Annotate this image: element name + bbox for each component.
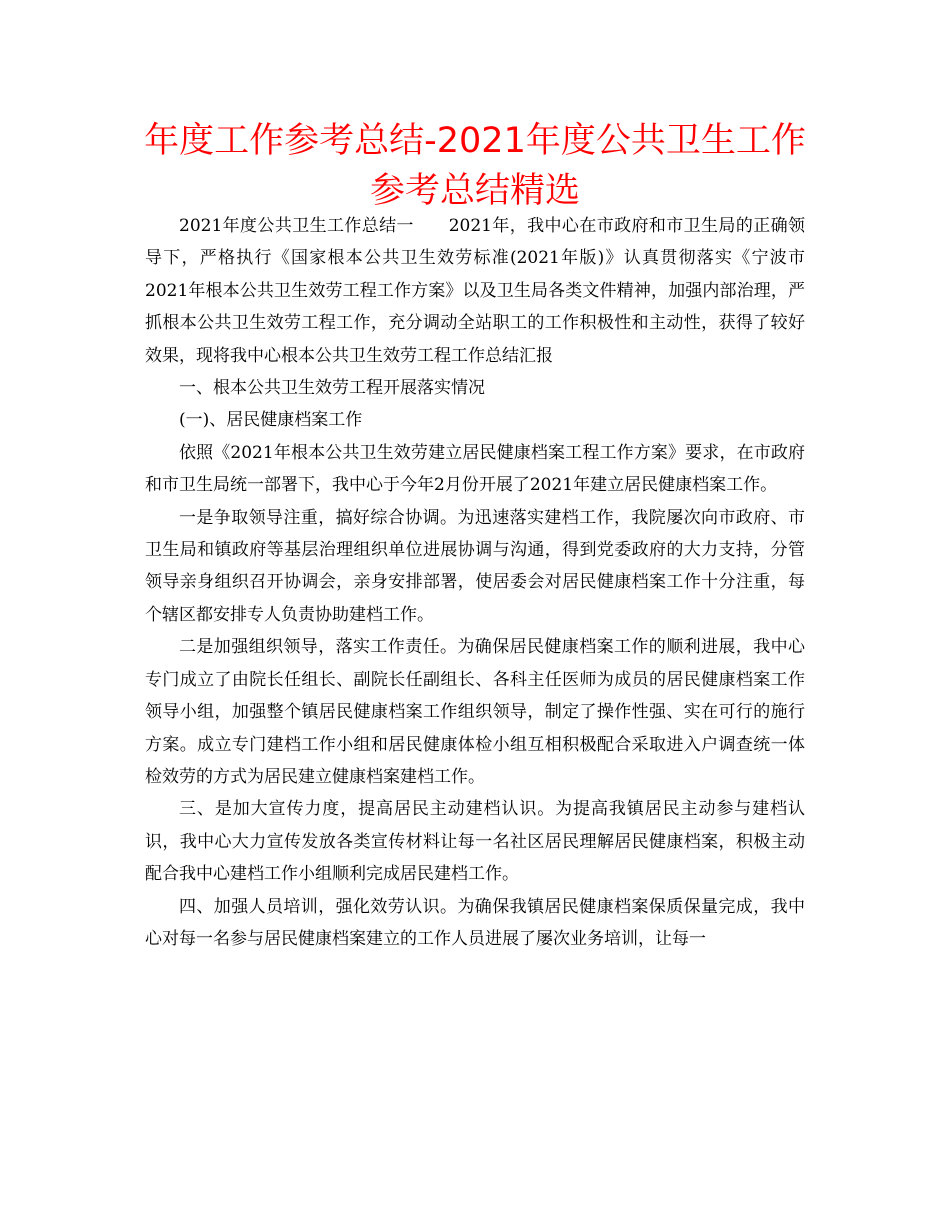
- paragraph: 依照《2021年根本公共卫生效劳建立居民健康档案工程工作方案》要求，在市政府和市卫生局统一部署下，我中心于今年2月份开展了2021年建立居民健康档案工作。: [145, 442, 805, 496]
- paragraph: 四、加强人员培训，强化效劳认识。为确保我镇居民健康档案保质保量完成，我中心对每一名参与居民健康档案建立的工作人员进展了屡次业务培训，让每一: [145, 896, 805, 949]
- paragraph: 二是加强组织领导，落实工作责任。为确保居民健康档案工作的顺利进展，我中心专门成立了由院长任组长、副院长任副组长、各科主任医师为成员的居民健康档案工作领导小组，加强整个镇居民健康档案工作组织领导，制定了操作性强、实在可行的施行方案。成立专门建档工作小组和居民健康体检小组互相积极配合采取进入户调查统一体检效劳的方式为居民建立健康档案建档工作。: [145, 637, 805, 787]
- subsection-heading: (一)、居民健康档案工作: [179, 410, 363, 431]
- paragraph-intro: 2021年度公共卫生工作总结一 2021年，我中心在市政府和市卫生局的正确领导下，严格执行《国家根本公共卫生效劳标准(2021年版)》认真贯彻落实《宁波市2021年根本公共卫生效劳工程工作方案》以及卫生局各类文件精神，加强内部治理，严抓根本公共卫生效劳工程工作，充分调动全站职工的工作积极性和主动性，获得了较好效果，现将我中心根本公共卫生效劳工程工作总结汇报: [145, 216, 805, 366]
- section-heading: 一、根本公共卫生效劳工程开展落实情况: [179, 378, 485, 399]
- document-title: 年度工作参考总结-2021年度公共卫生工作参考总结精选: [144, 121, 806, 211]
- paragraph: 一是争取领导注重，搞好综合协调。为迅速落实建档工作，我院屡次向市政府、市卫生局和镇政府等基层治理组织单位进展协调与沟通，得到党委政府的大力支持，分管领导亲身组织召开协调会，亲身安排部署，使居委会对居民健康档案工作十分注重，每个辖区都安排专人负责协助建档工作。: [145, 507, 805, 625]
- document-body: [145, 210, 805, 955]
- paragraph: 三、是加大宣传力度，提高居民主动建档认识。为提高我镇居民主动参与建档认识，我中心大力宣传发放各类宣传材料让每一名社区居民理解居民健康档案，积极主动配合我中心建档工作小组顺利完成居民建档工作。: [145, 799, 805, 885]
